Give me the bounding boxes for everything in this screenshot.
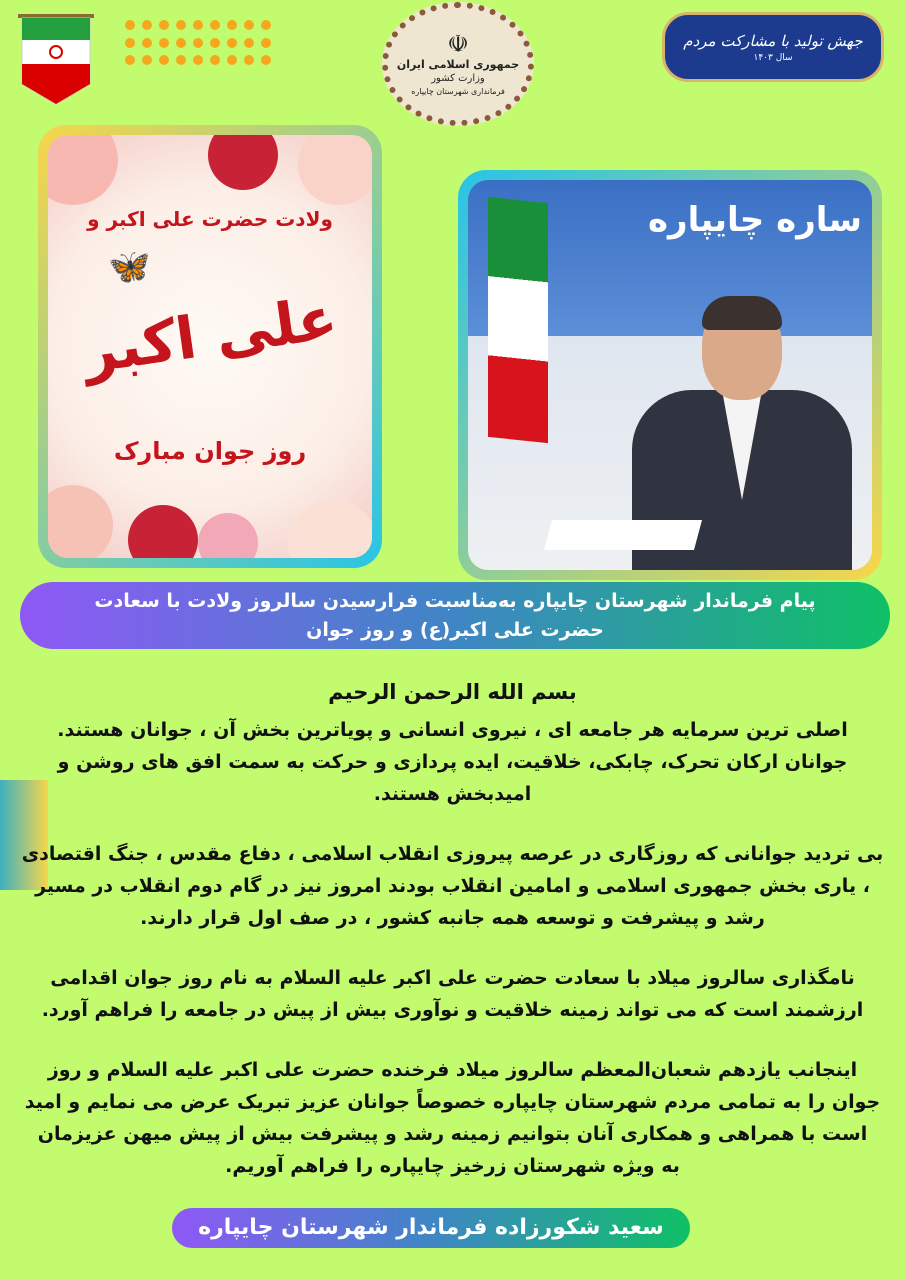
photo-wall-text: ساره چایپاره xyxy=(647,200,862,240)
title-line2: حضرت علی اکبر(ع) و روز جوان xyxy=(306,618,604,641)
slogan-year: سال ۱۴۰۳ xyxy=(753,52,793,63)
text-line: است با همراهی و همکاری آنان بتوانیم زمینه رشد و پیشرفت بیش از پیش میهن عزیزمان xyxy=(37,1123,868,1145)
seal-line2: وزارت کشور xyxy=(431,73,485,84)
text-line: به ویژه شهرستان زرخیز چایپاره را فراهم آوریم. xyxy=(225,1155,680,1177)
iran-emblem-icon: ☫ xyxy=(447,30,469,58)
seal-line1: جمهوری اسلامی ایران xyxy=(396,58,520,71)
paragraph-2 xyxy=(0,838,905,934)
card-main-text: علی اکبر xyxy=(78,283,342,387)
governor-photo xyxy=(458,170,882,580)
paragraph-3 xyxy=(0,962,905,1026)
ministry-seal-logo xyxy=(382,2,534,126)
message-title xyxy=(20,582,890,649)
text-line: اینجانب یازدهم شعبان‌المعظم سالروز میلاد فرخنده حضرت علی اکبر علیه السلام و روز xyxy=(47,1059,858,1081)
seal-line3: فرمانداری شهرستان چایپاره xyxy=(411,87,505,96)
text-line: نامگذاری سالروز میلاد با سعادت حضرت علی اکبر علیه السلام به نام روز جوان اقدامی xyxy=(50,967,855,989)
text-line: ، یاری بخش جمهوری اسلامی و امامین انقلاب بودند امروز نیز در گام دوم انقلاب در مسیر xyxy=(35,875,870,897)
text-line: رشد و پیشرفت و توسعه همه جانبه کشور ، در صف اول قرار دارند. xyxy=(140,907,765,929)
card-caption-bottom: روز جوان مبارک xyxy=(113,437,307,465)
basmala: بسم الله الرحمن الرحیم xyxy=(328,680,577,704)
text-line: جوانان ارکان تحرک، چابکی، خلاقیت، ایده پردازی و حرکت به سمت افق های روشن و xyxy=(57,751,848,773)
butterfly-icon: 🦋 xyxy=(108,247,151,287)
card-caption-top: ولادت حضرت علی اکبر و xyxy=(87,207,333,231)
title-line1: پیام فرماندار شهرستان چایپاره به‌مناسبت فرارسیدن سالروز ولادت با سعادت xyxy=(94,589,816,612)
paragraph-4 xyxy=(0,1054,905,1182)
message-body xyxy=(0,674,905,1210)
iran-flag-icon xyxy=(14,14,98,106)
paragraph-1 xyxy=(0,714,905,810)
slogan-text: جهش تولید با مشارکت مردم xyxy=(683,31,863,50)
paper xyxy=(544,520,702,550)
signature: سعید شکورزاده فرماندار شهرستان چایپاره xyxy=(172,1208,690,1248)
text-line: اصلی ترین سرمایه هر جامعه ای ، نیروی انسانی و پویاترین بخش آن ، جوانان هستند. xyxy=(57,719,848,741)
greeting-card-image xyxy=(38,125,382,568)
text-line: امیدبخش هستند. xyxy=(373,783,532,805)
year-slogan-badge xyxy=(662,12,884,82)
text-line: جوان را به تمامی مردم شهرستان چایپاره خصوصاً جوانان عزیز تبریک عرض می نمایم و امید xyxy=(24,1091,881,1113)
decorative-dots xyxy=(125,20,275,70)
photo-flag xyxy=(488,197,548,443)
text-line: ارزشمند است که می تواند زمینه خلاقیت و نوآوری بیش از پیش در جامعه را فراهم آورد. xyxy=(41,999,864,1021)
text-line: بی تردید جوانانی که روزگاری در عرصه پیروزی انقلاب اسلامی ، دفاع مقدس ، جنگ اقتصادی xyxy=(21,843,884,865)
